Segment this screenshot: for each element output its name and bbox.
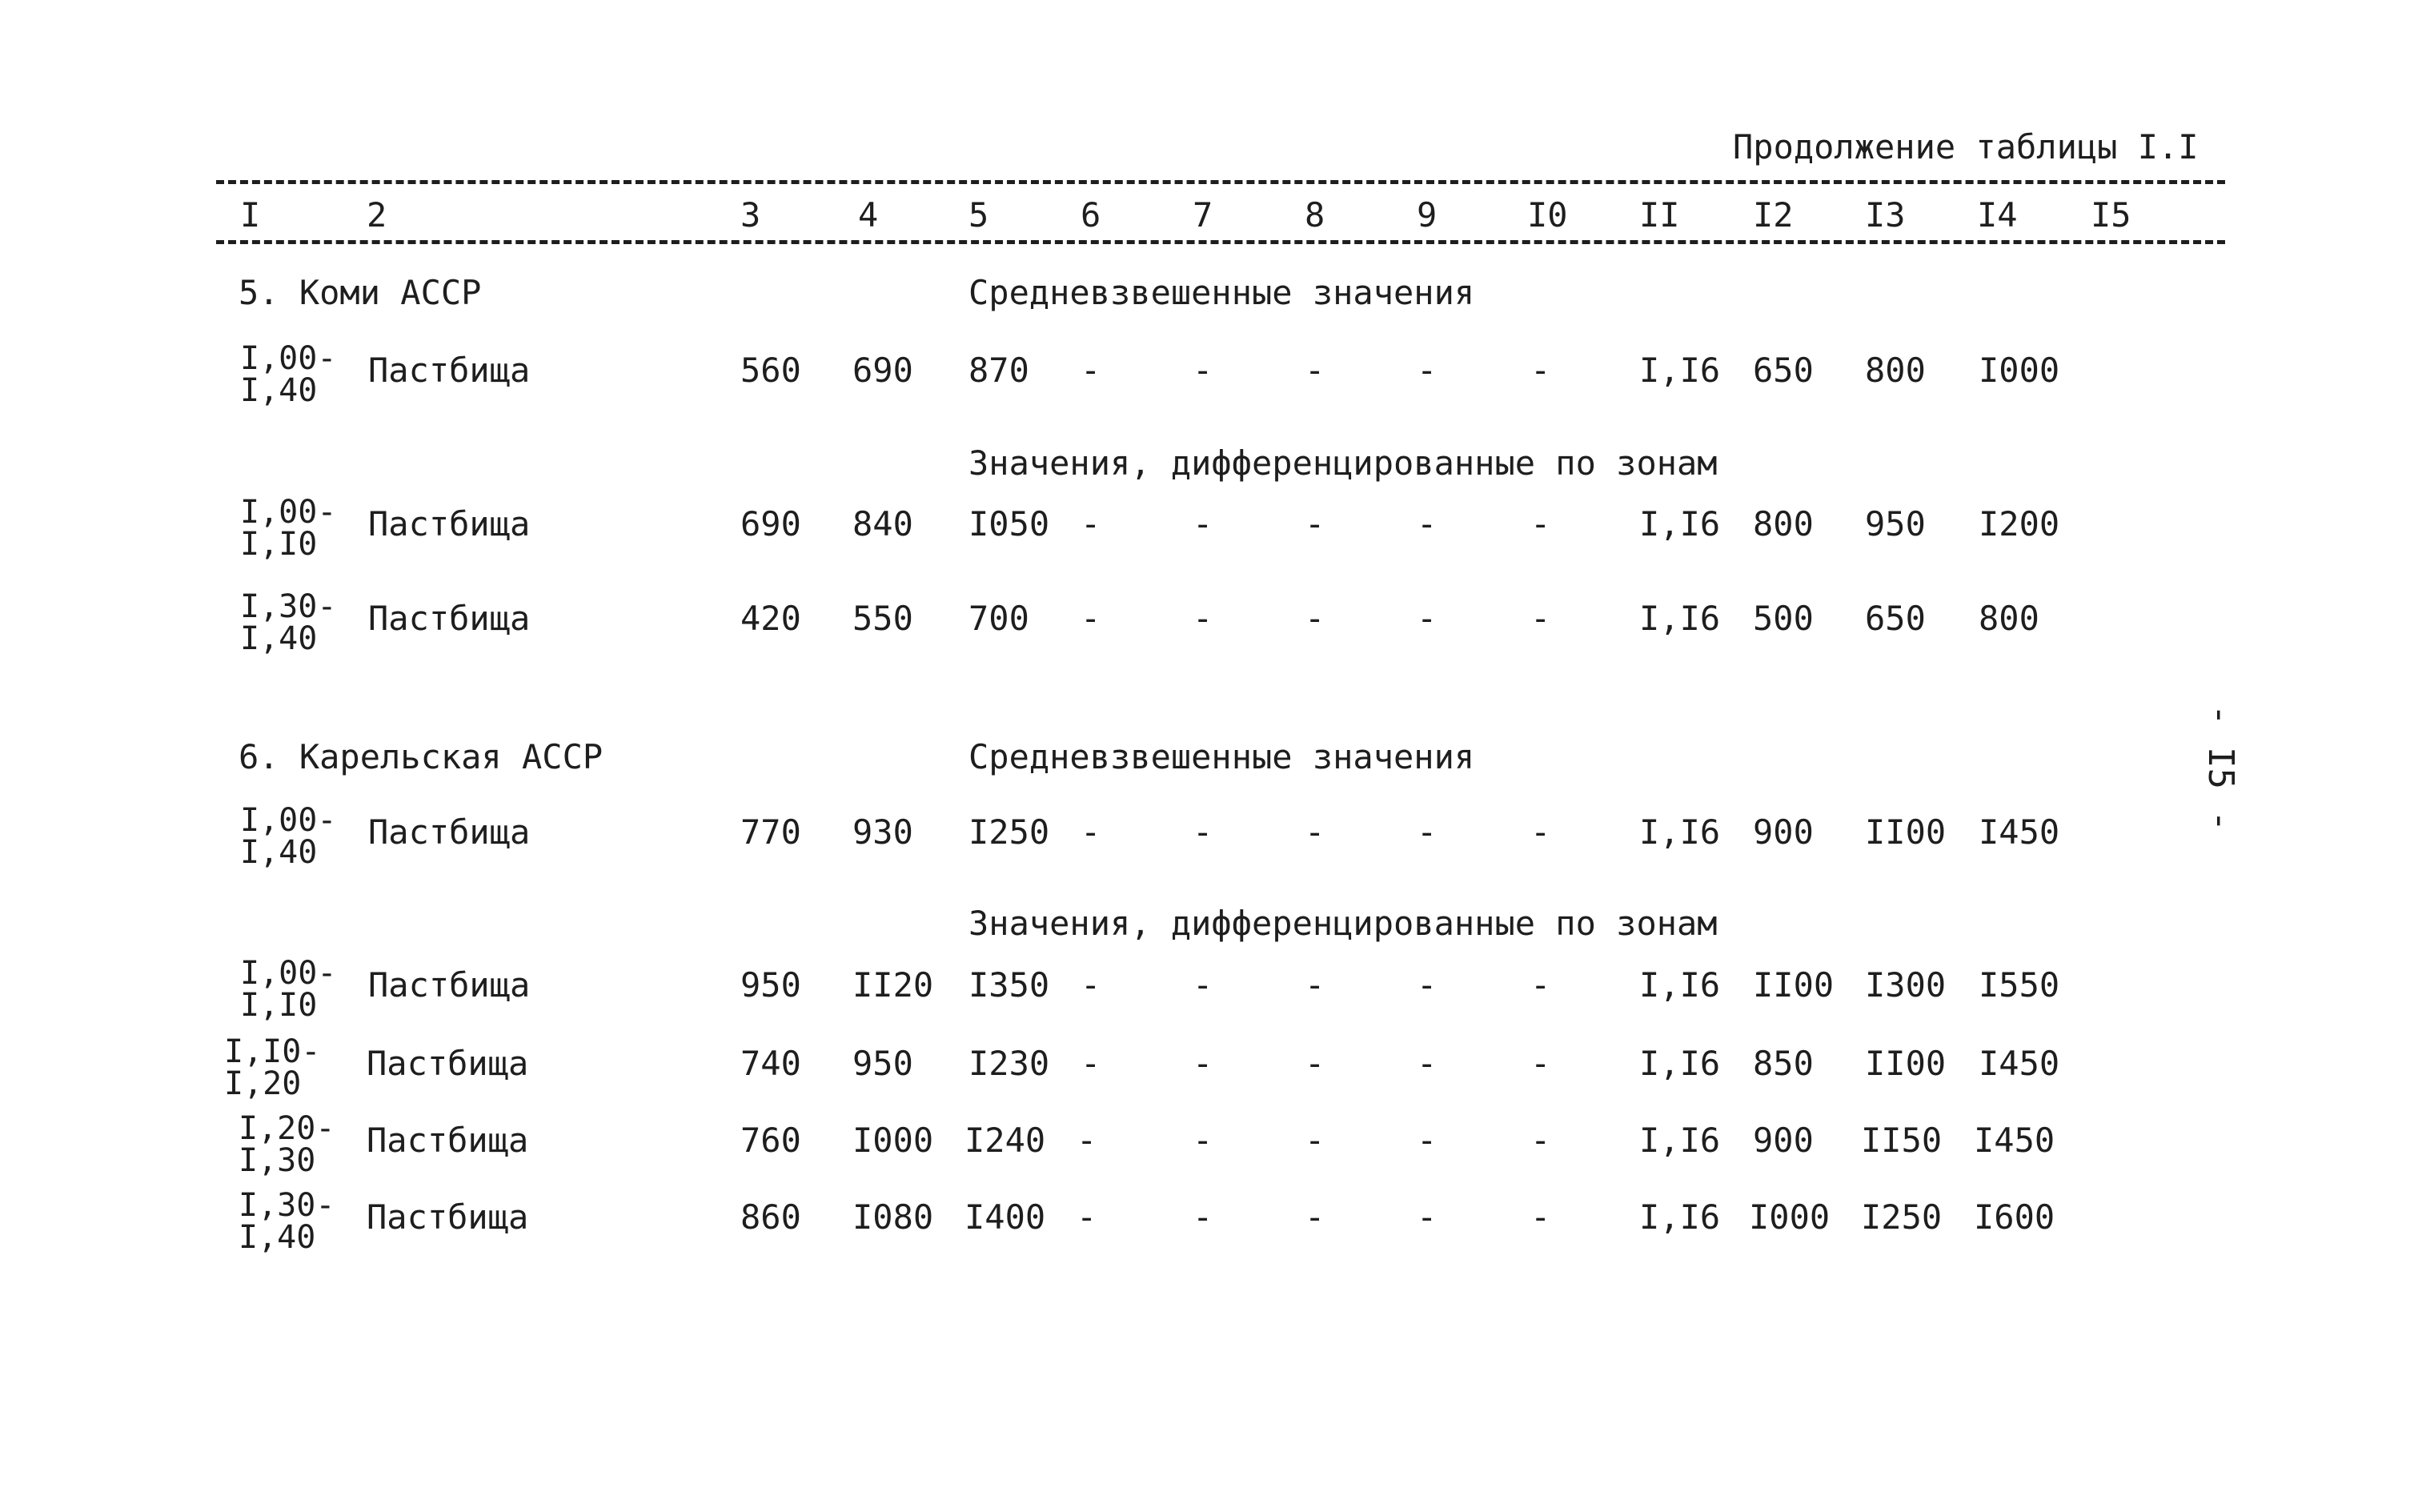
section-subtitle: Средневзвешенные значения xyxy=(968,273,1475,312)
cell-c5: I230 xyxy=(968,1044,1050,1083)
col-header-5: 5 xyxy=(968,195,989,235)
cell-c5: I050 xyxy=(968,504,1050,543)
row-name: Пастбища xyxy=(367,1044,529,1083)
cell-c11: I,I6 xyxy=(1639,1121,1721,1160)
cell-c13: II00 xyxy=(1865,1044,1947,1083)
cell-c4: 550 xyxy=(852,599,913,638)
cell-c10: - xyxy=(1530,504,1551,543)
cell-c13: 800 xyxy=(1865,351,1926,390)
cell-c3: 740 xyxy=(740,1044,801,1083)
cell-c4: 690 xyxy=(852,351,913,390)
row-code: I,00- I,I0 xyxy=(240,494,337,563)
cell-c13: 950 xyxy=(1865,504,1926,543)
cell-c13: II00 xyxy=(1865,812,1947,852)
cell-c14: I600 xyxy=(1974,1197,2055,1237)
cell-c6: - xyxy=(1081,351,1101,390)
row-code: I,30- I,40 xyxy=(239,1187,335,1256)
cell-c11: I,I6 xyxy=(1639,351,1721,390)
cell-c12: 800 xyxy=(1753,504,1814,543)
col-header-15: I5 xyxy=(2091,195,2131,235)
row-name: Пастбища xyxy=(368,504,531,543)
cell-c8: - xyxy=(1305,599,1325,638)
cell-c9: - xyxy=(1417,1044,1438,1083)
cell-c3: 690 xyxy=(740,504,801,543)
row-name: Пастбища xyxy=(367,1121,529,1160)
cell-c5: I400 xyxy=(964,1197,1046,1237)
cell-c14: I550 xyxy=(1979,965,2060,1005)
cell-c9: - xyxy=(1417,504,1438,543)
cell-c9: - xyxy=(1417,812,1438,852)
section-title: 5. Коми АССР xyxy=(239,273,482,312)
cell-c11: I,I6 xyxy=(1639,599,1721,638)
row-code: I,00- I,40 xyxy=(240,802,337,871)
col-header-1: I xyxy=(240,195,261,235)
cell-c5: 700 xyxy=(968,599,1029,638)
cell-c7: - xyxy=(1193,351,1213,390)
cell-c3: 950 xyxy=(740,965,801,1005)
row-code: I,00- I,40 xyxy=(240,340,337,409)
cell-c4: I080 xyxy=(852,1197,934,1237)
cell-c4: 950 xyxy=(852,1044,913,1083)
cell-c5: 870 xyxy=(968,351,1029,390)
cell-c8: - xyxy=(1305,1044,1325,1083)
col-header-10: I0 xyxy=(1527,195,1568,235)
cell-c14: I450 xyxy=(1979,1044,2060,1083)
cell-c3: 860 xyxy=(740,1197,801,1237)
row-code: I,I0- I,20 xyxy=(224,1033,321,1102)
cell-c11: I,I6 xyxy=(1639,504,1721,543)
row-name: Пастбища xyxy=(367,1197,529,1237)
col-header-6: 6 xyxy=(1081,195,1101,235)
table-caption: Продолжение таблицы I.I xyxy=(1733,127,2199,166)
section-subtitle: Средневзвешенные значения xyxy=(968,737,1475,776)
section-subtitle: Значения, дифференцированные по зонам xyxy=(968,443,1718,483)
cell-c8: - xyxy=(1305,1197,1325,1237)
col-header-14: I4 xyxy=(1977,195,2018,235)
row-name: Пастбища xyxy=(368,599,531,638)
row-name: Пастбища xyxy=(368,351,531,390)
row-name: Пастбища xyxy=(368,965,531,1005)
cell-c8: - xyxy=(1305,812,1325,852)
col-header-11: II xyxy=(1639,195,1680,235)
cell-c7: - xyxy=(1193,965,1213,1005)
cell-c7: - xyxy=(1193,1121,1213,1160)
cell-c14: I000 xyxy=(1979,351,2060,390)
cell-c11: I,I6 xyxy=(1639,1044,1721,1083)
cell-c6: - xyxy=(1081,504,1101,543)
cell-c6: - xyxy=(1081,599,1101,638)
row-name: Пастбища xyxy=(368,812,531,852)
cell-c13: I250 xyxy=(1861,1197,1943,1237)
cell-c3: 770 xyxy=(740,812,801,852)
cell-c10: - xyxy=(1530,1197,1551,1237)
cell-c9: - xyxy=(1417,1197,1438,1237)
section-title: 6. Карельская АССР xyxy=(239,737,604,776)
cell-c7: - xyxy=(1193,812,1213,852)
cell-c3: 560 xyxy=(740,351,801,390)
cell-c11: I,I6 xyxy=(1639,965,1721,1005)
row-code: I,30- I,40 xyxy=(240,588,337,657)
col-header-3: 3 xyxy=(740,195,761,235)
cell-c13: 650 xyxy=(1865,599,1926,638)
cell-c12: 900 xyxy=(1753,1121,1814,1160)
cell-c12: I000 xyxy=(1749,1197,1831,1237)
cell-c9: - xyxy=(1417,599,1438,638)
section-subtitle: Значения, дифференцированные по зонам xyxy=(968,904,1718,943)
header-top-rule xyxy=(216,180,2225,184)
cell-c10: - xyxy=(1530,1044,1551,1083)
cell-c6: - xyxy=(1081,812,1101,852)
col-header-2: 2 xyxy=(367,195,387,235)
col-header-4: 4 xyxy=(858,195,879,235)
cell-c14: I450 xyxy=(1974,1121,2055,1160)
cell-c8: - xyxy=(1305,1121,1325,1160)
cell-c10: - xyxy=(1530,812,1551,852)
cell-c12: 850 xyxy=(1753,1044,1814,1083)
row-code: I,20- I,30 xyxy=(239,1110,335,1179)
cell-c5: I240 xyxy=(964,1121,1046,1160)
cell-c5: I250 xyxy=(968,812,1050,852)
cell-c8: - xyxy=(1305,965,1325,1005)
cell-c7: - xyxy=(1193,599,1213,638)
cell-c11: I,I6 xyxy=(1639,812,1721,852)
cell-c5: I350 xyxy=(968,965,1050,1005)
cell-c4: II20 xyxy=(852,965,934,1005)
cell-c3: 760 xyxy=(740,1121,801,1160)
cell-c4: 930 xyxy=(852,812,913,852)
cell-c10: - xyxy=(1530,599,1551,638)
cell-c13: II50 xyxy=(1861,1121,1943,1160)
cell-c7: - xyxy=(1193,1044,1213,1083)
cell-c6: - xyxy=(1081,965,1101,1005)
cell-c9: - xyxy=(1417,1121,1438,1160)
cell-c8: - xyxy=(1305,351,1325,390)
cell-c4: I000 xyxy=(852,1121,934,1160)
cell-c12: II00 xyxy=(1753,965,1835,1005)
cell-c7: - xyxy=(1193,1197,1213,1237)
col-header-8: 8 xyxy=(1305,195,1325,235)
cell-c12: 900 xyxy=(1753,812,1814,852)
col-header-13: I3 xyxy=(1865,195,1906,235)
col-header-9: 9 xyxy=(1417,195,1438,235)
cell-c8: - xyxy=(1305,504,1325,543)
cell-c9: - xyxy=(1417,351,1438,390)
col-header-12: I2 xyxy=(1753,195,1794,235)
cell-c9: - xyxy=(1417,965,1438,1005)
cell-c14: I450 xyxy=(1979,812,2060,852)
row-code: I,00- I,I0 xyxy=(240,955,337,1024)
cell-c12: 650 xyxy=(1753,351,1814,390)
cell-c14: I200 xyxy=(1979,504,2060,543)
cell-c6: - xyxy=(1077,1121,1097,1160)
cell-c11: I,I6 xyxy=(1639,1197,1721,1237)
cell-c13: I300 xyxy=(1865,965,1947,1005)
col-header-7: 7 xyxy=(1193,195,1213,235)
cell-c7: - xyxy=(1193,504,1213,543)
cell-c10: - xyxy=(1530,351,1551,390)
header-bottom-rule xyxy=(216,240,2225,244)
cell-c14: 800 xyxy=(1979,599,2039,638)
page-number: - I5 - xyxy=(2200,704,2241,832)
cell-c12: 500 xyxy=(1753,599,1814,638)
cell-c4: 840 xyxy=(852,504,913,543)
cell-c3: 420 xyxy=(740,599,801,638)
cell-c6: - xyxy=(1081,1044,1101,1083)
cell-c6: - xyxy=(1077,1197,1097,1237)
cell-c10: - xyxy=(1530,965,1551,1005)
cell-c10: - xyxy=(1530,1121,1551,1160)
